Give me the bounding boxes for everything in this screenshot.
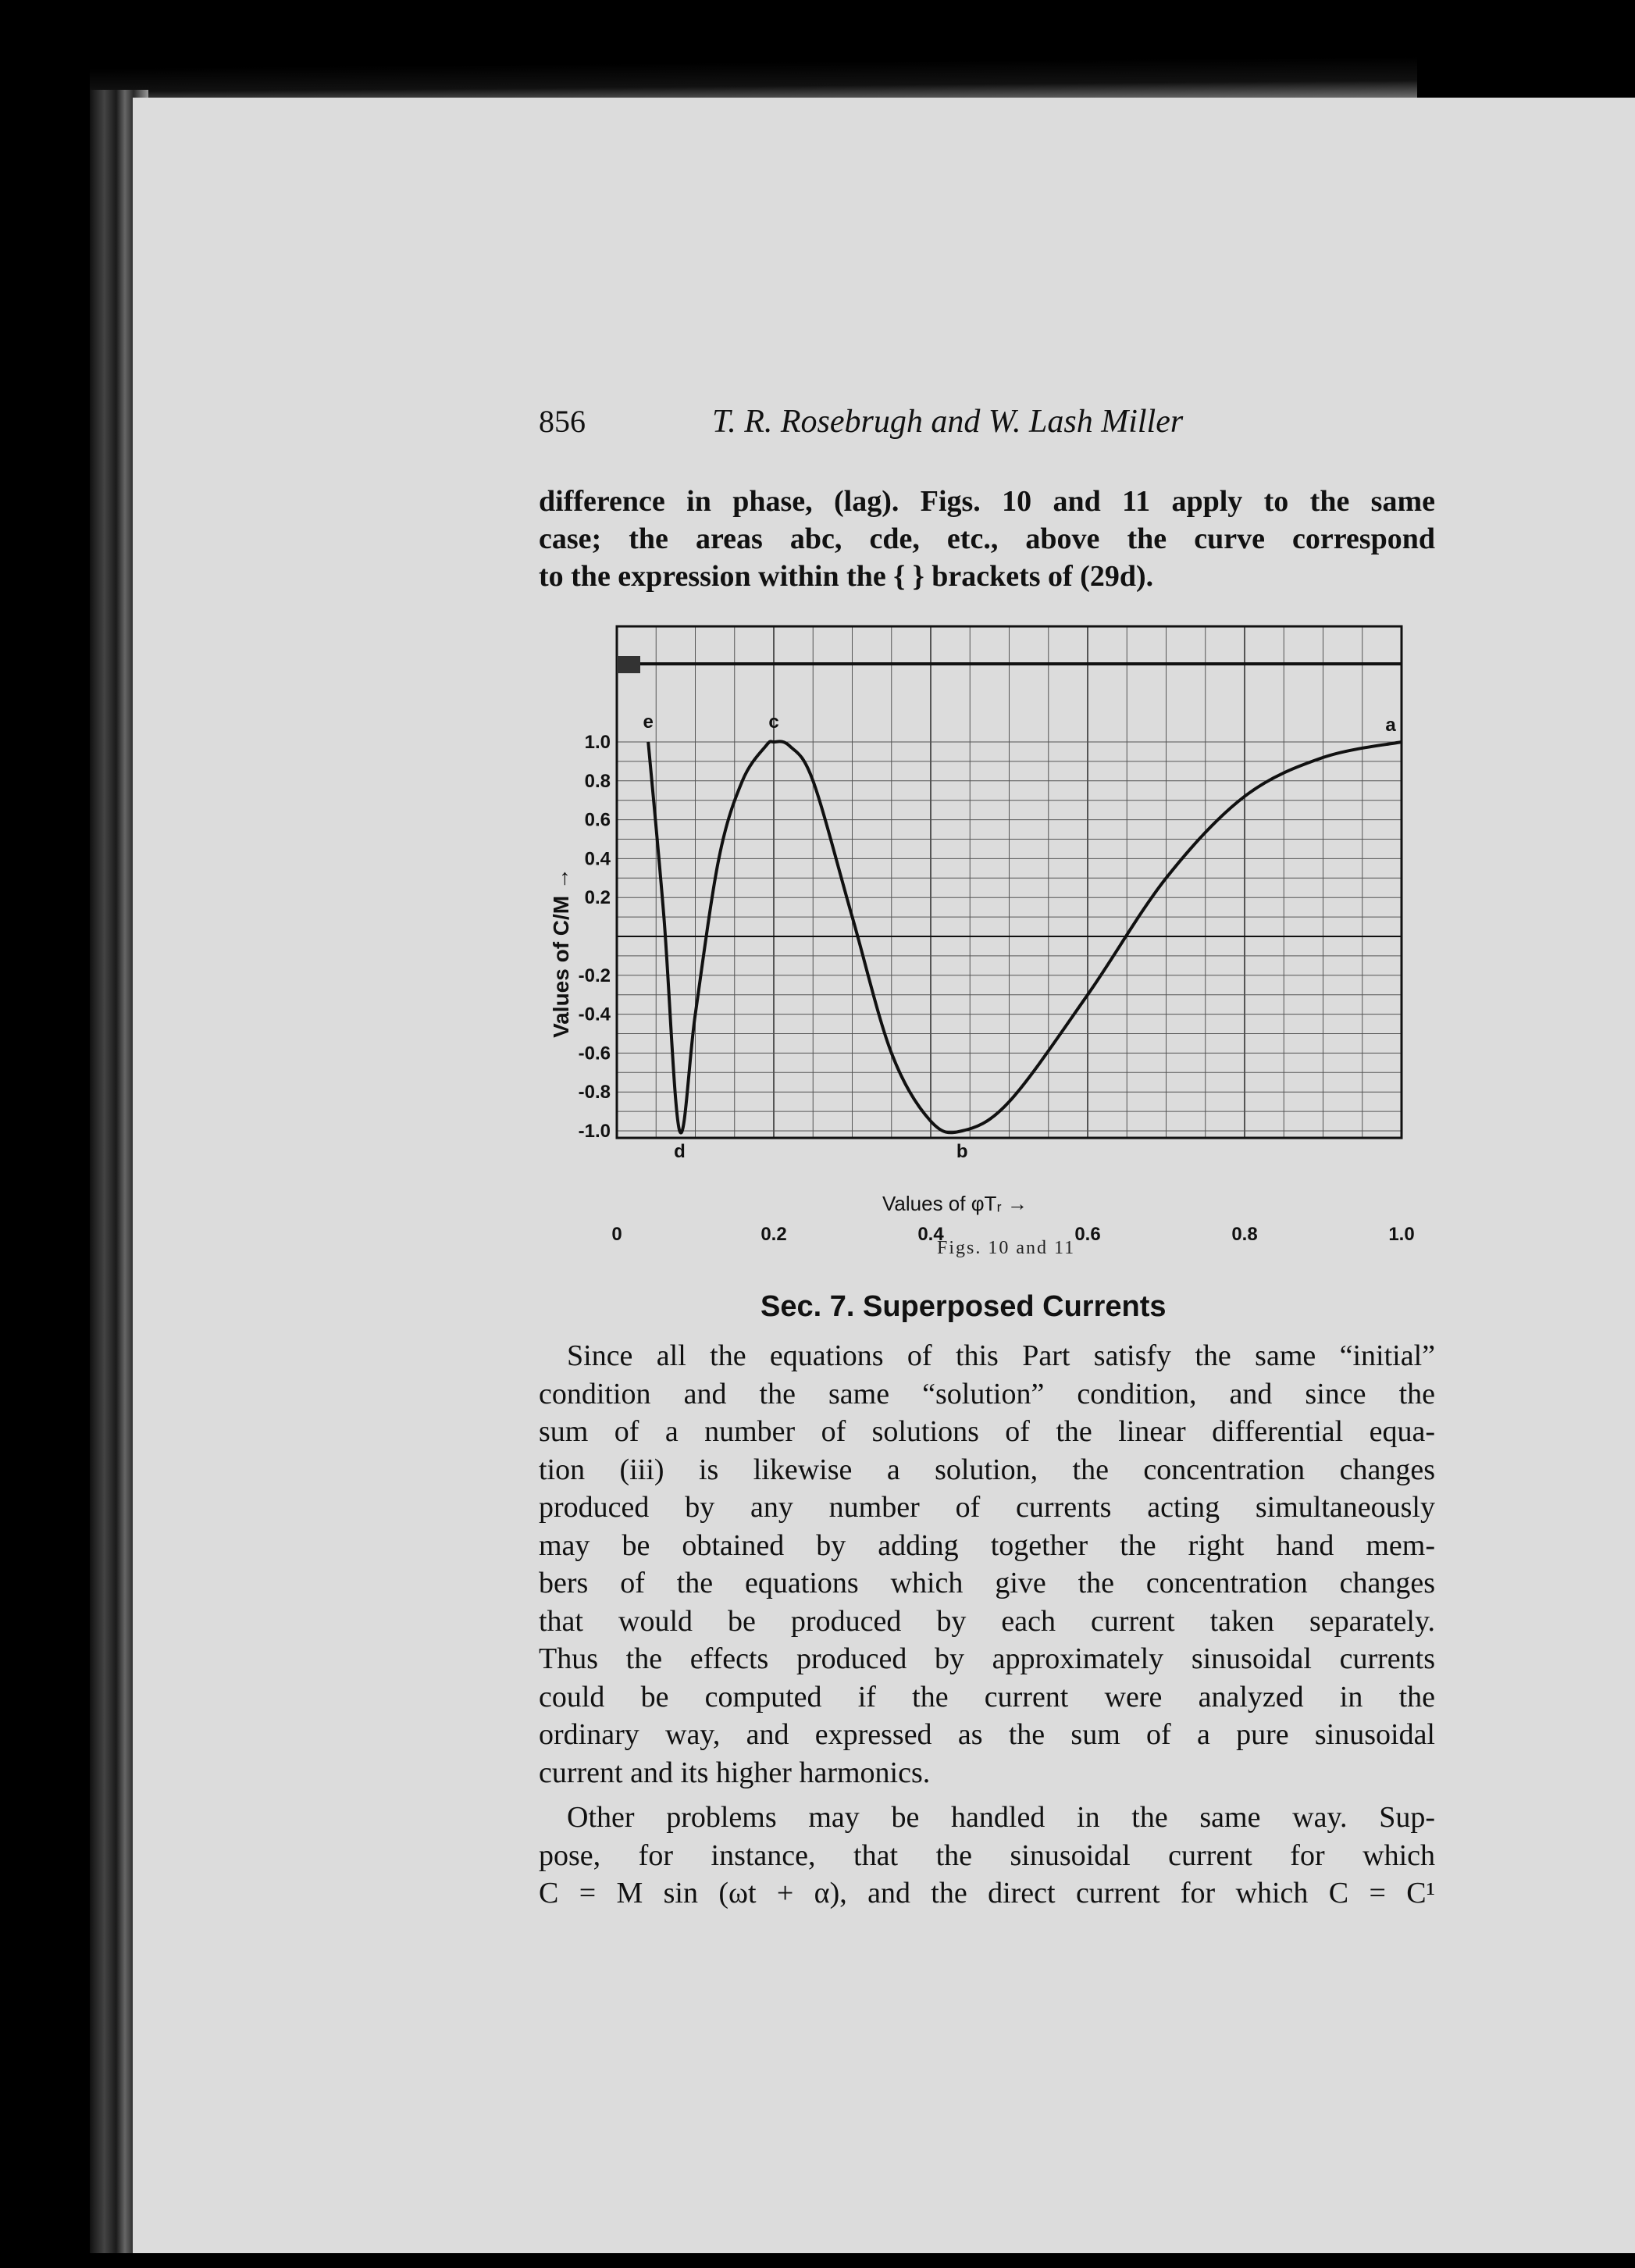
paragraph-line: that would be produced by each current taken separately. — [539, 1604, 1435, 1638]
series-point — [1166, 878, 1167, 879]
chart-grid — [617, 626, 1402, 1138]
annotation-a: a — [1385, 715, 1396, 736]
running-header-authors: T. R. Rosebrugh and W. Lash Miller — [712, 404, 1184, 440]
annotation-e: e — [643, 711, 654, 733]
y-axis-label: Values of C/M → — [549, 868, 573, 1038]
x-tick-label: 0.2 — [761, 1224, 787, 1245]
x-tick-label: 0.4 — [917, 1224, 944, 1245]
figure-10-11-chart — [539, 609, 1429, 1265]
paragraph-line: condition and the same “solution” condition, and since the — [539, 1377, 1435, 1410]
intro-line: case; the areas abc, cde, etc., above the curve correspond — [539, 522, 1435, 555]
paragraph-line: current and its higher harmonics. — [539, 1756, 931, 1789]
annotation-b: b — [956, 1141, 968, 1162]
y-tick-label: -0.2 — [578, 965, 611, 986]
x-tick-label: 0.6 — [1074, 1224, 1101, 1245]
x-tick-label: 1.0 — [1388, 1224, 1415, 1245]
x-tick-label: 0 — [611, 1224, 622, 1245]
series-point — [679, 1131, 680, 1132]
series-point — [962, 1131, 963, 1132]
y-tick-label: 0.8 — [584, 770, 611, 792]
y-tick-label: 1.0 — [584, 732, 611, 753]
shaded-area-marker — [617, 656, 640, 673]
series-point — [742, 780, 743, 781]
series-point — [648, 742, 649, 743]
y-tick-label: 0.4 — [584, 848, 611, 870]
x-axis-label: Values of φTᵣ → — [882, 1192, 1028, 1215]
paragraph-line: Thus the effects produced by approximately sinusoidal currents — [539, 1642, 1435, 1675]
y-tick-label: -0.8 — [578, 1082, 611, 1104]
y-tick-label: 0.6 — [584, 809, 611, 831]
paragraph-line: produced by any number of currents acting simultaneously — [539, 1491, 1435, 1524]
y-tick-label: 0.2 — [584, 887, 611, 909]
paragraph-line: C = M sin (ωt + α), and the direct current for which C = C¹ — [539, 1877, 1435, 1910]
intro-line: difference in phase, (lag). Figs. 10 and 11 apply to the same — [539, 485, 1435, 518]
y-tick-label: -0.6 — [578, 1043, 611, 1064]
paragraph-line: ordinary way, and expressed as the sum of a pure sinusoidal — [539, 1718, 1435, 1751]
section-title: Sec. 7. Superposed Currents — [761, 1290, 1167, 1323]
figure-caption: Figs. 10 and 11 — [937, 1238, 1076, 1258]
page-number: 856 — [539, 404, 586, 439]
y-tick-label: -0.4 — [578, 1004, 611, 1025]
series-point — [718, 858, 719, 859]
paragraph-line: could be computed if the current were analyzed in the — [539, 1680, 1435, 1713]
paragraph-line: bers of the equations which give the concentration changes — [539, 1567, 1435, 1599]
series-point — [813, 780, 814, 781]
x-tick-label: 0.8 — [1231, 1224, 1258, 1245]
paragraph-line: tion (iii) is likewise a solution, the concentration changes — [539, 1453, 1435, 1486]
y-axis-tick-labels — [579, 732, 611, 1142]
paragraph-line: sum of a number of solutions of the linear differential equa- — [539, 1415, 1435, 1448]
series-point — [789, 745, 790, 746]
paragraph-line: pose, for instance, that the sinusoidal current for which — [539, 1838, 1435, 1872]
annotation-c: c — [768, 711, 779, 733]
paragraph-line: may be obtained by adding together the right hand mem- — [539, 1528, 1435, 1562]
y-tick-label: -1.0 — [578, 1121, 611, 1142]
series-point — [774, 742, 775, 743]
series-point — [852, 917, 853, 918]
paragraph-line: Since all the equations of this Part satisfy the same “initial” — [567, 1339, 1435, 1372]
intro-line: to the expression within the { } brackets of (29d). — [539, 560, 1154, 593]
series-point — [1009, 1101, 1010, 1102]
paragraph-line: Other problems may be handled in the same way. Sup- — [567, 1801, 1435, 1834]
series-point — [765, 745, 766, 746]
annotation-d: d — [674, 1141, 686, 1162]
series-point — [695, 1014, 696, 1015]
series-point — [891, 1053, 892, 1054]
